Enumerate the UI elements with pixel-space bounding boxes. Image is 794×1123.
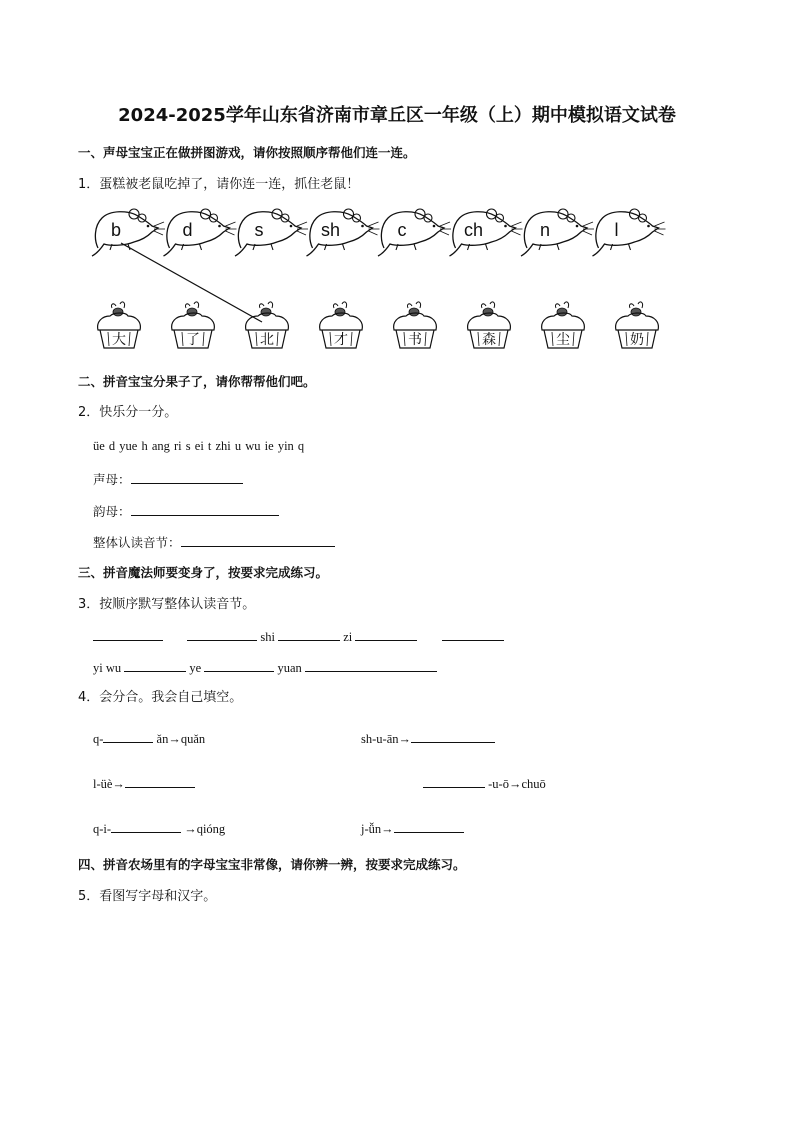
blank[interactable] xyxy=(111,819,181,833)
question-3: 3．按顺序默写整体认读音节。 xyxy=(78,597,256,612)
item-text: -u-ō→chuō xyxy=(488,777,546,791)
syllable-zi: zi xyxy=(343,630,353,644)
cake-4[interactable] xyxy=(320,302,363,348)
q3-row-1 xyxy=(93,627,504,646)
zhengti-label: 整体认读音节： xyxy=(93,535,181,550)
mouse-letter: b xyxy=(110,220,122,240)
cakes-graphic xyxy=(90,300,670,360)
cakes-row xyxy=(90,300,670,364)
blank[interactable] xyxy=(93,627,163,641)
cake-8[interactable] xyxy=(616,302,659,348)
page-title: 2024-2025学年山东省济南市章丘区一年级（上）期中模拟语文试卷 xyxy=(118,105,676,126)
shengmu-blank[interactable] xyxy=(131,470,243,484)
q4-item-6 xyxy=(361,819,464,838)
cake-2[interactable] xyxy=(172,302,215,348)
mouse-b[interactable] xyxy=(92,209,165,256)
syllable-shi: shi xyxy=(260,630,275,644)
blank[interactable] xyxy=(411,729,495,743)
blank[interactable] xyxy=(423,774,485,788)
mouse-letter: c xyxy=(397,220,407,240)
mouse-letter: n xyxy=(539,220,551,240)
blank[interactable] xyxy=(355,627,417,641)
q4-item-1 xyxy=(93,729,205,748)
question-2: 2．快乐分一分。 xyxy=(78,405,178,420)
mouse-ch[interactable] xyxy=(450,209,523,256)
section-3-heading: 三、拼音魔法师要变身了，按要求完成练习。 xyxy=(78,565,329,580)
item-text: →qióng xyxy=(184,822,226,836)
syllable-yi-wu: yi wu xyxy=(93,661,122,675)
q4-item-3 xyxy=(93,774,195,793)
item-text: q-i- xyxy=(93,822,112,836)
blank[interactable] xyxy=(278,627,340,641)
section-1-heading: 一、声母宝宝正在做拼图游戏，请你按照顺序帮他们连一连。 xyxy=(78,145,416,160)
cake-7[interactable] xyxy=(542,302,585,348)
syllable-yuan: yuan xyxy=(277,661,302,675)
mouse-letter: ch xyxy=(463,220,484,240)
section-4-heading: 四、拼音农场里有的字母宝宝非常像，请你辨一辨，按要求完成练习。 xyxy=(78,857,466,872)
shengmu-label: 声母： xyxy=(93,472,131,487)
blank[interactable] xyxy=(125,774,195,788)
mice-row xyxy=(90,200,670,264)
mouse-d[interactable] xyxy=(164,209,237,256)
section-2-heading: 二、拼音宝宝分果子了，请你帮帮他们吧。 xyxy=(78,374,316,389)
cake-character: 北 xyxy=(260,332,274,348)
q4-item-4 xyxy=(423,774,546,793)
cake-character: 了 xyxy=(186,332,200,348)
mouse-sh[interactable] xyxy=(307,209,380,256)
letters-list: üe d yue h ang ri s ei t zhi u wu ie yin q xyxy=(93,439,305,453)
mouse-letter: sh xyxy=(320,220,341,240)
mouse-c[interactable] xyxy=(378,209,451,256)
question-5: 5．看图写字母和汉字。 xyxy=(78,889,217,904)
cake-character: 大 xyxy=(112,332,126,348)
cake-character: 森 xyxy=(482,332,496,348)
blank[interactable] xyxy=(103,729,153,743)
cake-character: 书 xyxy=(408,332,422,348)
yunmu-blank[interactable] xyxy=(131,502,279,516)
blank[interactable] xyxy=(442,627,504,641)
cake-character: 尘 xyxy=(556,332,570,348)
blank[interactable] xyxy=(204,658,274,672)
yunmu-label: 韵母： xyxy=(93,504,131,519)
item-text: j-ǚn→ xyxy=(361,822,394,836)
mouse-letter: s xyxy=(254,220,264,240)
item-text: sh-u-ān→ xyxy=(361,732,411,746)
syllable-ye: ye xyxy=(189,661,202,675)
mouse-letter: l xyxy=(614,220,619,240)
shengmu-row xyxy=(93,470,243,489)
item-text: q- xyxy=(93,732,104,746)
blank[interactable] xyxy=(124,658,186,672)
yunmu-row xyxy=(93,502,279,521)
blank[interactable] xyxy=(305,658,437,672)
mouse-l[interactable] xyxy=(593,209,666,256)
mice-graphic xyxy=(90,200,670,260)
cake-character: 才 xyxy=(334,332,348,348)
zhengti-row xyxy=(93,533,335,552)
item-text: l-üè→ xyxy=(93,777,125,791)
mouse-s[interactable] xyxy=(235,209,308,256)
zhengti-blank[interactable] xyxy=(181,533,335,547)
mouse-n[interactable] xyxy=(521,209,594,256)
question-4: 4．会分合。我会自己填空。 xyxy=(78,690,243,705)
q4-item-2 xyxy=(361,729,495,748)
item-text: ǎn→quǎn xyxy=(156,732,206,746)
blank[interactable] xyxy=(394,819,464,833)
q3-row-2 xyxy=(93,658,437,677)
mouse-letter: d xyxy=(182,220,193,240)
cake-3[interactable] xyxy=(246,302,289,348)
cake-5[interactable] xyxy=(394,302,437,348)
cake-6[interactable] xyxy=(468,302,511,348)
q4-item-5 xyxy=(93,819,225,838)
blank[interactable] xyxy=(187,627,257,641)
question-1: 1．蛋糕被老鼠吃掉了，请你连一连，抓住老鼠！ xyxy=(78,177,360,192)
cake-character: 奶 xyxy=(630,332,644,348)
cake-1[interactable] xyxy=(98,302,141,348)
